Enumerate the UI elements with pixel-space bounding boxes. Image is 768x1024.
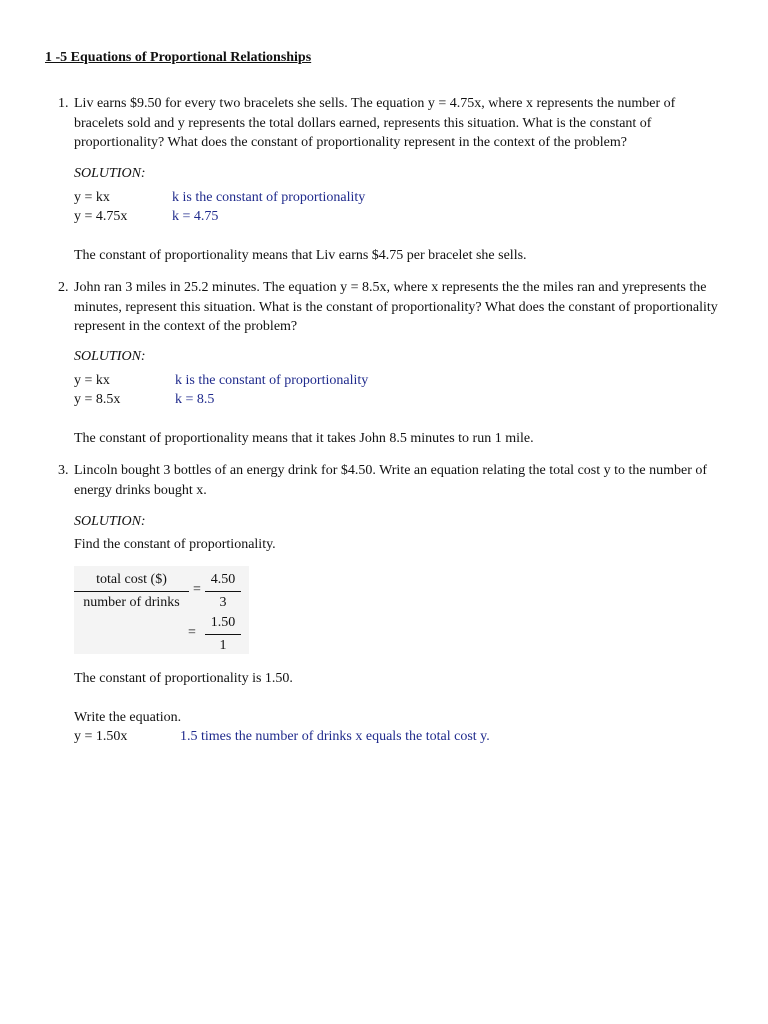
fraction-bar bbox=[74, 591, 189, 592]
fraction-denominator: number of drinks bbox=[83, 594, 180, 610]
unit-rate-fraction bbox=[205, 613, 241, 655]
problem-3 bbox=[58, 461, 724, 500]
problem-text: Lincoln bought 3 bottles of an energy drink for $4.50. Write an equation relating the total cost y to the number of energy drinks bought x. bbox=[74, 463, 708, 498]
problem-number: 1. bbox=[58, 96, 69, 111]
constant-value: k = 8.5 bbox=[175, 392, 215, 407]
equation-note: k is the constant of proportionality bbox=[172, 190, 366, 205]
problem-1 bbox=[58, 94, 724, 153]
problem-number: 3. bbox=[58, 463, 69, 478]
fraction-denominator: 3 bbox=[219, 594, 227, 610]
problem-text: Liv earns $9.50 for every two bracelets she sells. The equation y = 4.75x, where x represents the number of bracelets sold and y represents the total dollars earned, represents this situation. What is the constant of proportionality? What does the constant of proportionality represent in the context of the problem? bbox=[74, 96, 676, 150]
page-title: 1 -5 Equations of Proportional Relationships bbox=[45, 50, 312, 65]
equation-note: 1.5 times the number of drinks x equals the total cost y. bbox=[180, 729, 490, 744]
equation-note: k is the constant of proportionality bbox=[175, 373, 369, 388]
equation-general: y = kx bbox=[74, 373, 110, 388]
value-fraction bbox=[205, 570, 241, 612]
ratio-fraction bbox=[74, 570, 189, 612]
equals-sign: = bbox=[193, 582, 201, 597]
problem-text: John ran 3 miles in 25.2 minutes. The equation y = 8.5x, where x represents the the miles ran and yrepresents the minutes, represent this situation. What is the constant of proportionality? What does the constant of proportionality represent in the context of the problem? bbox=[74, 280, 718, 334]
fraction-bar bbox=[205, 634, 241, 635]
fraction-denominator: 1 bbox=[219, 637, 227, 653]
problem-number: 2. bbox=[58, 280, 69, 295]
equation-general: y = kx bbox=[74, 190, 110, 205]
step-text: Find the constant of proportionality. bbox=[74, 537, 276, 552]
solution-label: SOLUTION: bbox=[74, 166, 146, 181]
conclusion-text: The constant of proportionality means that Liv earns $4.75 per bracelet she sells. bbox=[74, 248, 527, 263]
fraction-numerator: total cost ($) bbox=[96, 572, 167, 587]
equals-sign: = bbox=[188, 625, 196, 640]
fraction-work bbox=[74, 566, 249, 654]
fraction-numerator: 1.50 bbox=[210, 615, 236, 630]
equation-specific: y = 8.5x bbox=[74, 392, 121, 407]
final-equation: y = 1.50x bbox=[74, 729, 128, 744]
problem-2 bbox=[58, 278, 724, 337]
solution-label: SOLUTION: bbox=[74, 349, 146, 364]
step-text: Write the equation. bbox=[74, 710, 182, 725]
constant-statement: The constant of proportionality is 1.50. bbox=[74, 671, 293, 686]
conclusion-text: The constant of proportionality means that it takes John 8.5 minutes to run 1 mile. bbox=[74, 431, 534, 446]
equation-specific: y = 4.75x bbox=[74, 209, 128, 224]
constant-value: k = 4.75 bbox=[172, 209, 219, 224]
fraction-numerator: 4.50 bbox=[210, 572, 236, 587]
solution-label: SOLUTION: bbox=[74, 514, 146, 529]
fraction-bar bbox=[205, 591, 241, 592]
